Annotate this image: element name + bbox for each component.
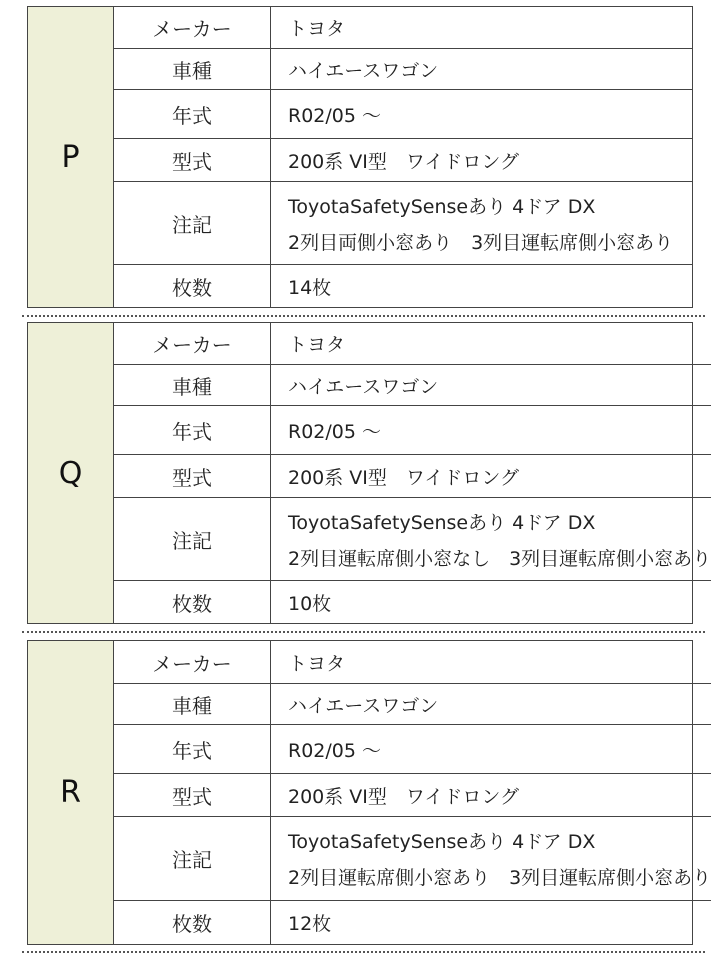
row-value-text: 200系 VI型 ワイドロング [288, 150, 519, 173]
row-value [271, 725, 711, 773]
dotted-separator [22, 315, 705, 317]
spec-row-year [114, 725, 711, 774]
row-value-text-line2: 2列目両側小窓あり 3列目運転席側小窓あり [288, 231, 674, 254]
row-label: 車種 [114, 365, 271, 405]
row-value [271, 7, 692, 48]
row-value [271, 265, 692, 307]
spec-row-maker [114, 323, 711, 365]
row-value-text: ハイエースワゴン [288, 59, 439, 82]
row-label: 年式 [114, 90, 271, 138]
row-value-text: ToyotaSafetySenseあり 4ドア DX [288, 195, 596, 218]
row-value-text-line2: 2列目運転席側小窓なし 3列目運転席側小窓あり [288, 547, 712, 570]
row-label: 注記 [114, 498, 271, 580]
spec-row-maker [114, 7, 692, 49]
row-label: 枚数 [114, 581, 271, 623]
spec-row-count [114, 901, 711, 944]
spec-row-model [114, 684, 711, 725]
row-label: 型式 [114, 774, 271, 816]
row-label: メーカー [114, 641, 271, 683]
row-value [271, 49, 692, 89]
row-label: メーカー [114, 323, 271, 364]
row-label: 型式 [114, 455, 271, 497]
dotted-separator [22, 631, 705, 633]
row-label: 車種 [114, 684, 271, 724]
row-value [271, 774, 711, 816]
spec-row-count [114, 581, 711, 623]
row-value [271, 684, 711, 724]
row-value-text-line2: 2列目運転席側小窓あり 3列目運転席側小窓あり [288, 867, 712, 889]
row-value-text: R02/05 〜 [288, 739, 381, 762]
row-label: 注記 [114, 817, 271, 900]
spec-rows [114, 323, 711, 623]
row-value-text: ハイエースワゴン [288, 694, 439, 717]
row-label: 車種 [114, 49, 271, 89]
row-value [271, 406, 711, 454]
row-label: 枚数 [114, 265, 271, 307]
row-value [271, 498, 711, 580]
spec-row-type [114, 774, 711, 817]
row-value [271, 581, 711, 623]
row-value-text: 10枚 [288, 592, 332, 615]
spec-row-model [114, 365, 711, 406]
spec-row-maker [114, 641, 711, 684]
row-value-text: ToyotaSafetySenseあり 4ドア DX [288, 831, 596, 853]
row-value [271, 365, 711, 405]
spec-row-notes [114, 182, 692, 265]
row-value-text: ハイエースワゴン [288, 375, 439, 398]
row-value [271, 90, 692, 138]
spec-row-count [114, 265, 692, 307]
spec-row-type [114, 139, 692, 182]
spec-rows [114, 7, 692, 307]
row-value-text: ToyotaSafetySenseあり 4ドア DX [288, 511, 596, 534]
row-value-text: トヨタ [288, 18, 346, 40]
row-value-text: 12枚 [288, 913, 332, 935]
spec-row-model [114, 49, 692, 90]
spec-block-p [27, 6, 693, 308]
row-value [271, 901, 711, 944]
variant-letter-cell [28, 7, 114, 307]
spec-rows [114, 641, 711, 944]
dotted-separator [22, 951, 705, 953]
row-value [271, 323, 711, 364]
row-value-text: 14枚 [288, 276, 332, 299]
spec-row-year [114, 90, 692, 139]
row-value-text: 200系 VI型 ワイドロング [288, 466, 519, 489]
row-label: 注記 [114, 182, 271, 264]
row-value-text: トヨタ [288, 334, 346, 356]
variant-letter: R [60, 775, 81, 810]
spec-row-notes [114, 817, 711, 901]
variant-letter: P [61, 139, 80, 175]
row-label: 年式 [114, 725, 271, 773]
row-value [271, 817, 711, 900]
row-value-text: R02/05 〜 [288, 420, 381, 443]
row-value [271, 641, 711, 683]
row-value [271, 139, 692, 181]
variant-letter-cell [28, 641, 114, 944]
row-label: 枚数 [114, 901, 271, 944]
row-value-text: R02/05 〜 [288, 104, 381, 127]
spec-row-year [114, 406, 711, 455]
spec-block-q [27, 322, 712, 624]
row-value-text: トヨタ [288, 652, 346, 675]
spec-row-notes [114, 498, 711, 581]
variant-letter: Q [58, 455, 83, 491]
row-label: 年式 [114, 406, 271, 454]
row-value-text: 200系 VI型 ワイドロング [288, 785, 519, 808]
row-value [271, 455, 711, 497]
row-label: 型式 [114, 139, 271, 181]
spec-block-r [27, 640, 712, 945]
row-label: メーカー [114, 7, 271, 48]
row-value [271, 182, 692, 264]
variant-letter-cell [28, 323, 114, 623]
spec-row-type [114, 455, 711, 498]
